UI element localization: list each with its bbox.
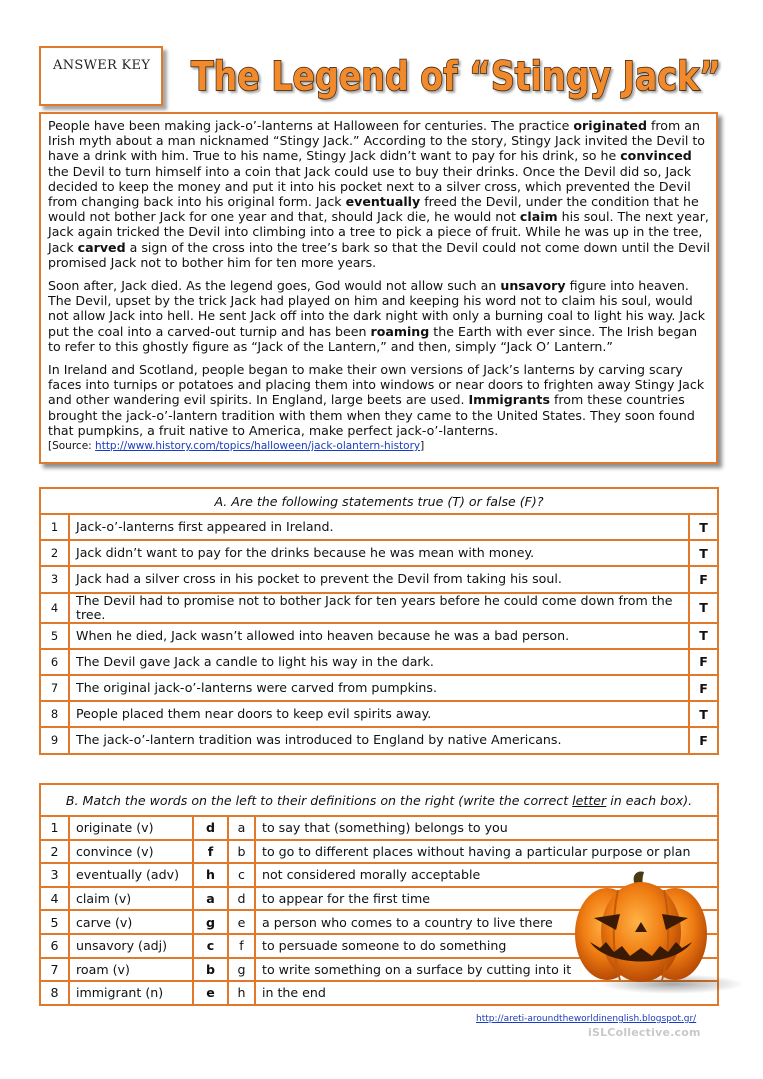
table-row [40, 840, 718, 864]
statement-text: Jack had a silver cross in his pocket to prevent the Devil from taking his soul. [69, 566, 689, 592]
story-text: the Earth with ever since. The Irish began to refer to this ghostly figure as “Jack of the Lantern,” and then, simply “Jack O’ Lantern.” [48, 323, 698, 354]
statement-number: 1 [40, 514, 69, 540]
definition-letter: d [228, 887, 255, 911]
vocab-word: carved [77, 239, 126, 255]
story-paragraph-3 [48, 362, 711, 438]
watermark: iSLCollective.com [588, 1026, 701, 1039]
statement-text: Jack didn’t want to pay for the drinks because he was mean with money. [69, 540, 689, 566]
statement-text: The original jack-o’-lanterns were carved from pumpkins. [69, 675, 689, 701]
table-row [40, 566, 718, 592]
statement-text: The Devil gave Jack a candle to light his way in the dark. [69, 649, 689, 675]
table-row [40, 649, 718, 675]
vocab-word: Immigrants [468, 392, 550, 408]
match-word: claim (v) [69, 887, 193, 911]
statement-number: 2 [40, 540, 69, 566]
statement-number: 3 [40, 566, 69, 592]
definition-text: in the end [255, 981, 718, 1005]
statement-answer: F [689, 727, 718, 753]
definition-letter: g [228, 958, 255, 982]
matching-heading-row [40, 784, 718, 816]
matching-heading-before: B. Match the words on the left to their definitions on the right (write the correct [65, 792, 573, 808]
match-number: 1 [40, 816, 69, 840]
source-suffix: ] [420, 440, 425, 453]
definition-text: to write something on a surface by cutting into it [255, 958, 718, 982]
definition-text: to say that (something) belongs to you [255, 816, 718, 840]
statement-answer: F [689, 566, 718, 592]
story-text: People have been making jack-o’-lanterns at Halloween for centuries. The practice [48, 118, 574, 133]
vocab-word: claim [519, 209, 558, 225]
vocab-word: eventually [345, 194, 421, 210]
page-title [186, 36, 726, 110]
match-word: roam (v) [69, 958, 193, 982]
statement-number: 7 [40, 675, 69, 701]
match-answer-letter: a [193, 887, 228, 911]
true-false-heading: A. Are the following statements true (T) or false (F)? [40, 488, 718, 514]
story-text: from these countries brought the jack-o’-lantern tradition with them when they came to the United States. They soon found that pumpkins, a fruit native to America, make perfect jack-o’-lanterns. [48, 392, 695, 438]
match-number: 4 [40, 887, 69, 911]
answer-key-box [39, 46, 163, 106]
statement-text: Jack-o’-lanterns first appeared in Ireland. [69, 514, 689, 540]
definition-text: to appear for the first time [255, 887, 718, 911]
match-answer-letter: f [193, 840, 228, 864]
definition-letter: e [228, 910, 255, 934]
answer-key-label: ANSWER KEY [53, 58, 151, 73]
match-number: 3 [40, 863, 69, 887]
statement-number: 5 [40, 623, 69, 649]
match-word: eventually (adv) [69, 863, 193, 887]
table-row [40, 623, 718, 649]
story-text: the Devil to turn himself into a coin that Jack could use to buy their drinks. Once the Devil did so, Jack decided to keep the money and put it into his pocket next to a silver cross, which prevented the Devil from changing back into his original form. Jack [48, 163, 692, 210]
definition-text: to go to different places without having a particular purpose or plan [255, 840, 718, 864]
matching-heading-after: in each box). [606, 792, 693, 808]
statement-answer: T [689, 701, 718, 727]
statement-answer: T [689, 514, 718, 540]
source-link[interactable]: http://www.history.com/topics/halloween/jack-olantern-history [95, 440, 421, 453]
match-number: 8 [40, 981, 69, 1005]
match-number: 7 [40, 958, 69, 982]
match-answer-letter: b [193, 958, 228, 982]
story-text: Soon after, Jack died. As the legend goes, God would not allow such an [48, 278, 501, 294]
table-row [40, 540, 718, 566]
matching-heading [40, 784, 718, 816]
story-text: from an Irish myth about a man nicknamed “Stingy Jack.” According to the story, Stingy Jack invited the Devil to have a drink with him. True to his name, Stingy Jack didn’t want to pay for his drink, so he [48, 118, 705, 164]
story-paragraph-1 [48, 118, 711, 270]
table-row [40, 816, 718, 840]
match-word: carve (v) [69, 910, 193, 934]
story-text: his soul. The next year, Jack again tricked the Devil into climbing into a tree to pick a piece of fruit. While he was up in the tree, Jack [48, 209, 709, 255]
match-answer-letter: c [193, 934, 228, 958]
vocab-word: convinced [620, 148, 692, 164]
page-title-text: The Legend of “Stingy Jack” [191, 54, 721, 100]
statement-text: When he died, Jack wasn’t allowed into heaven because he was a bad person. [69, 623, 689, 649]
definition-letter: a [228, 816, 255, 840]
statement-text: The Devil had to promise not to bother Jack for ten years before he could come down from the tree. [69, 593, 689, 623]
story-source [48, 440, 711, 452]
match-word: convince (v) [69, 840, 193, 864]
definition-letter: f [228, 934, 255, 958]
statement-answer: T [689, 540, 718, 566]
match-answer-letter: g [193, 910, 228, 934]
statement-number: 6 [40, 649, 69, 675]
definition-letter: h [228, 981, 255, 1005]
match-answer-letter: h [193, 863, 228, 887]
match-word: originate (v) [69, 816, 193, 840]
statement-text: The jack-o’-lantern tradition was introduced to England by native Americans. [69, 727, 689, 753]
statement-answer: T [689, 593, 718, 623]
matching-heading-underlined: letter [572, 792, 607, 808]
statement-number: 4 [40, 593, 69, 623]
table-row [40, 701, 718, 727]
statement-text: People placed them near doors to keep evil spirits away. [69, 701, 689, 727]
story-text: freed the Devil, under the condition that he would not bother Jack for one year and that, should Jack die, he would not [48, 194, 699, 225]
story-text: figure into heaven. The Devil, upset by the trick Jack had played on him and keeping his word not to claim his soul, would not allow Jack into hell. He sent Jack off into the dark night with only a burning coal to light his way. Jack put the coal into a carved-out turnip and has been [48, 278, 705, 339]
table-row [40, 727, 718, 753]
true-false-table [39, 487, 719, 755]
definition-letter: b [228, 840, 255, 864]
match-answer-letter: d [193, 816, 228, 840]
statement-number: 8 [40, 701, 69, 727]
table-row [40, 514, 718, 540]
footer-link[interactable]: http://areti-aroundtheworldinenglish.blogspot.gr/ [476, 1014, 697, 1024]
vocab-word: unsavory [500, 278, 566, 294]
match-number: 5 [40, 910, 69, 934]
table-row [40, 593, 718, 623]
story-text: a sign of the cross into the tree’s bark so that the Devil could not come down until the Devil promised Jack not to bother him for ten more years. [48, 239, 710, 270]
definition-text: not considered morally acceptable [255, 863, 718, 887]
story-paragraph-2 [48, 278, 711, 354]
jack-o-lantern-icon [572, 868, 744, 996]
statement-answer: T [689, 623, 718, 649]
statement-answer: F [689, 675, 718, 701]
definition-letter: c [228, 863, 255, 887]
match-answer-letter: e [193, 981, 228, 1005]
statement-answer: F [689, 649, 718, 675]
story-text: In Ireland and Scotland, people began to make their own versions of Jack’s lanterns by carving scary faces into turnips or potatoes and placing them into windows or near doors to frighten away Stingy Jack and other wandering evil spirits. In England, large beets are used. [48, 362, 705, 408]
statement-number: 9 [40, 727, 69, 753]
source-prefix: [Source: [48, 440, 96, 453]
vocab-word: originated [573, 118, 647, 133]
true-false-heading-row [40, 488, 718, 514]
definition-text: a person who comes to a country to live there [255, 910, 718, 934]
match-number: 2 [40, 840, 69, 864]
vocab-word: roaming [370, 323, 430, 339]
definition-text: to persuade someone to do something [255, 934, 718, 958]
story-box [39, 112, 718, 464]
match-number: 6 [40, 934, 69, 958]
table-row [40, 675, 718, 701]
match-word: immigrant (n) [69, 981, 193, 1005]
match-word: unsavory (adj) [69, 934, 193, 958]
